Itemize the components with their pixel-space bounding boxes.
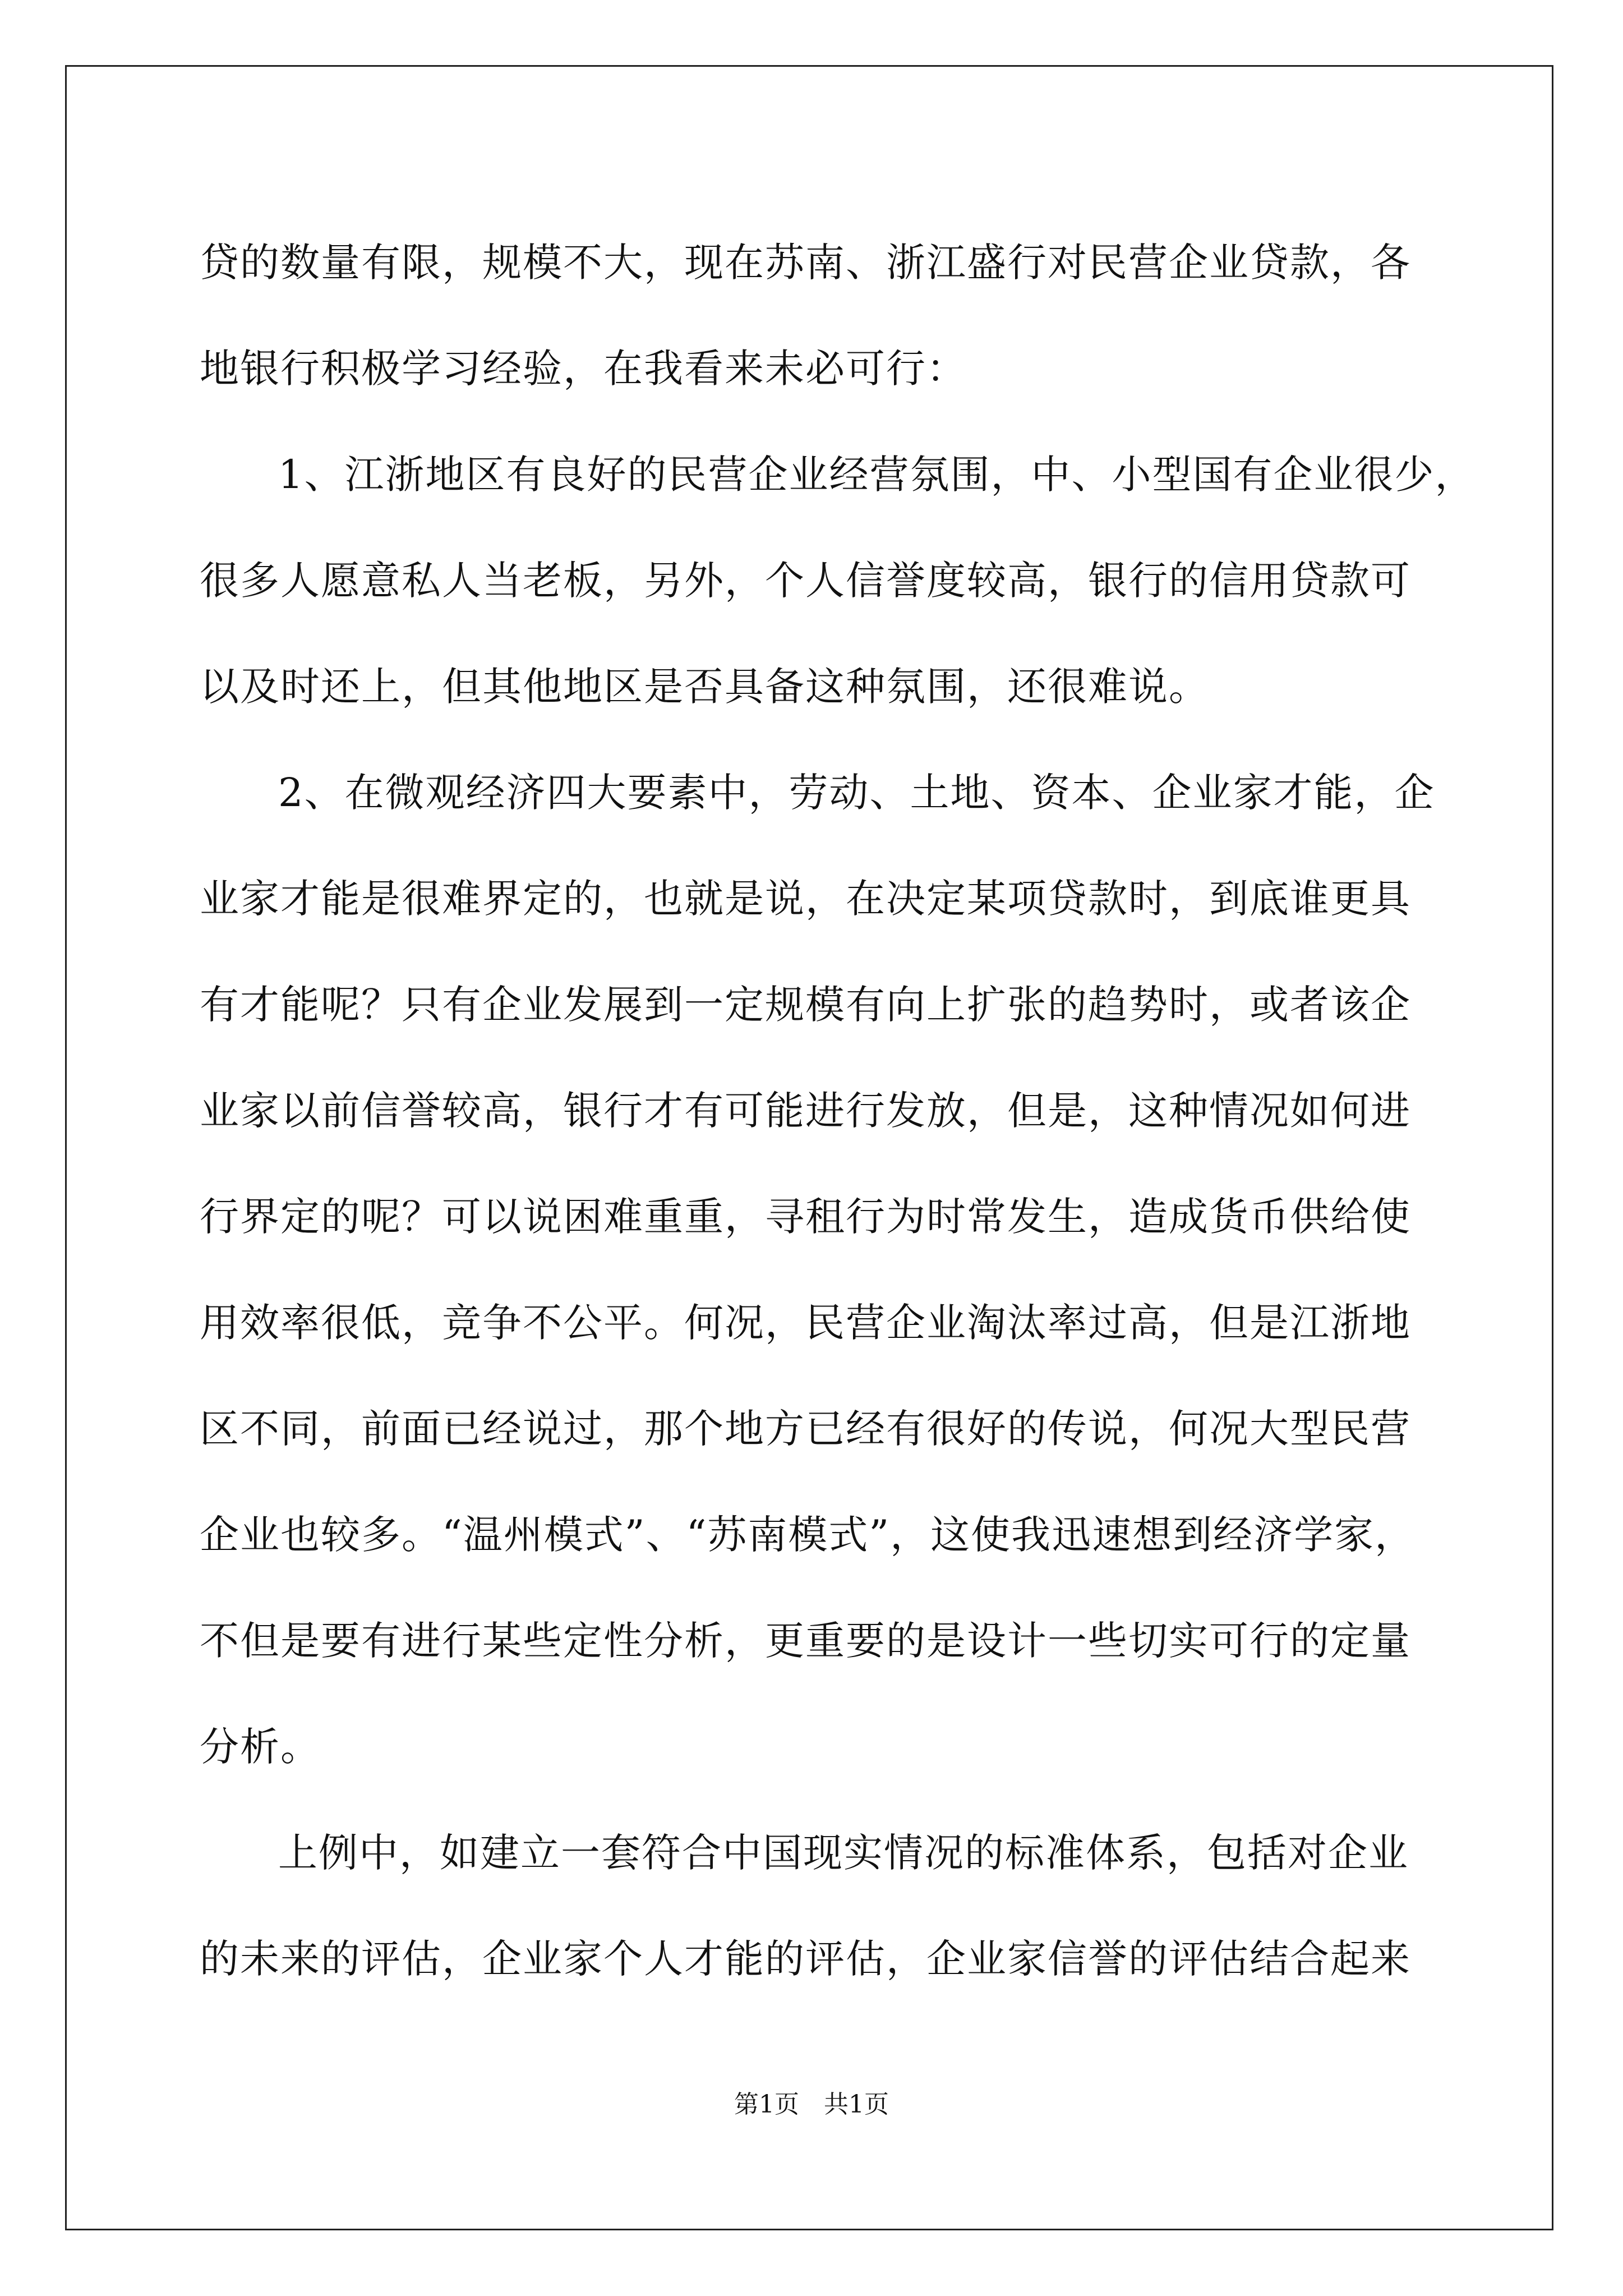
document-body <box>200 210 1476 2012</box>
text-line: 以及时还上，但其他地区是否具备这种氛围，还很难说。 <box>200 664 1209 710</box>
text-line: 1、江浙地区有良好的民营企业经营氛围，中、小型国有企业很少， <box>278 452 1476 498</box>
text-line: 分析。 <box>200 1724 321 1770</box>
text-line: 贷的数量有限，规模不大，现在苏南、浙江盛行对民营企业贷款，各 <box>200 240 1411 286</box>
text-line: 用效率很低，竞争不公平。何况，民营企业淘汰率过高，但是江浙地 <box>200 1300 1411 1346</box>
text-line: 业家以前信誉较高，银行才有可能进行发放，但是，这种情况如何进 <box>200 1088 1411 1134</box>
text-line: 业家才能是很难界定的，也就是说，在决定某项贷款时，到底谁更具 <box>200 876 1411 922</box>
text-line: 2、在微观经济四大要素中，劳动、土地、资本、企业家才能，企 <box>278 770 1435 816</box>
text-line: 有才能呢？只有企业发展到一定规模有向上扩张的趋势时，或者该企 <box>200 982 1411 1028</box>
text-line: 行界定的呢？可以说困难重重，寻租行为时常发生，造成货币供给使 <box>200 1194 1411 1240</box>
text-line: 不但是要有进行某些定性分析，更重要的是设计一些切实可行的定量 <box>200 1618 1411 1664</box>
text-line: 地银行积极学习经验，在我看来未必可行： <box>200 346 967 392</box>
text-line: 上例中，如建立一套符合中国现实情况的标准体系，包括对企业 <box>278 1830 1409 1876</box>
page-footer: 第1页 共1页 <box>734 2090 889 2119</box>
text-line: 很多人愿意私人当老板，另外，个人信誉度较高，银行的信用贷款可 <box>200 558 1411 604</box>
text-line: 的未来的评估，企业家个人才能的评估，企业家信誉的评估结合起来 <box>200 1936 1411 1982</box>
text-line: 区不同，前面已经说过，那个地方已经有很好的传说，何况大型民营 <box>200 1406 1411 1452</box>
text-line: 企业也较多。“温州模式”、“苏南模式”，这使我迅速想到经济学家， <box>200 1512 1415 1558</box>
